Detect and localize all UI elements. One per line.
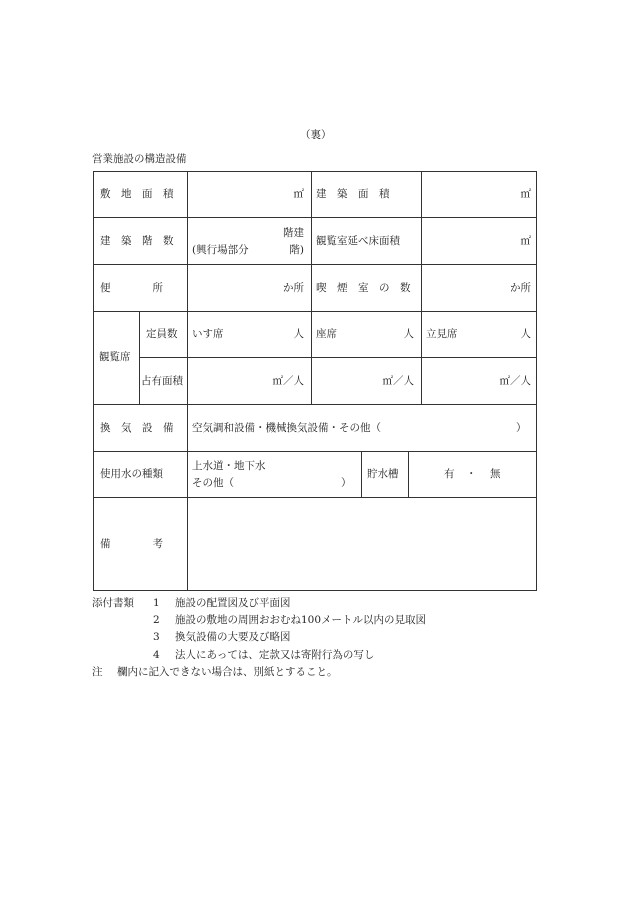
standing-area-unit: ㎡／人 [499,375,531,387]
standing-unit: 人 [520,328,531,340]
theater-floors [192,245,304,256]
floors-label: 建 築 階 数 [100,235,174,247]
site-area-unit: ㎡ [293,188,304,200]
theater-floors-label: (興行場部分 [192,244,249,256]
attachment-text-1: 施設の配置図及び平面図 [175,597,291,609]
chair-seat-label: いす席 [192,328,224,340]
attachment-num-1: 1 [153,597,160,609]
smoking-rooms-unit: か所 [510,282,531,294]
seat-label: 座席 [316,328,337,340]
site-area-label: 敷 地 面 積 [100,188,174,200]
attachment-text-4: 法人にあっては、定款又は寄附行為の写し [175,649,375,661]
ventilation-label: 換 気 設 備 [100,422,174,434]
remarks-label: 備 考 [100,538,163,550]
section-heading: 営業施設の構造設備 [92,153,187,165]
theater-floors-unit: 階) [289,244,304,256]
tank-yes: 有 [444,468,455,480]
tank-no: 無 [490,468,501,480]
viewing-floor-area-unit: ㎡ [520,235,531,247]
water-other: その他（ [192,477,234,489]
water-other-close: ） [341,477,352,489]
building-area-unit: ㎡ [520,188,531,200]
floors-unit: 階建 [283,227,304,239]
tank-label: 貯水槽 [367,468,399,480]
seats-label: 観覧席 [99,351,131,363]
ventilation-close: ） [516,422,527,434]
standing-label: 立見席 [426,328,458,340]
note-label: 注 [92,666,103,678]
page-label: （裏） [300,129,332,141]
attachment-num-4: 4 [153,649,160,661]
water-source-options: 上水道・地下水 [192,460,266,472]
capacity-label: 定員数 [146,328,178,340]
seat-unit: 人 [403,328,414,340]
toilets-unit: か所 [283,282,304,294]
chair-seat-unit: 人 [293,328,304,340]
water-type-label: 使用水の種類 [100,468,163,480]
building-area-label: 建 築 面 積 [316,188,390,200]
seat-area-unit: ㎡／人 [382,375,414,387]
attachment-text-2: 施設の敷地の周囲おおむね100メートル以内の見取図 [175,614,427,626]
smoking-rooms-label: 喫 煙 室 の 数 [316,282,411,294]
tank-dot: ・ [466,468,477,480]
note-text: 欄内に記入できない場合は、別紙とすること。 [117,666,338,678]
attachments-label: 添付書類 [92,597,134,609]
chair-area-unit: ㎡／人 [272,375,304,387]
attachment-num-2: 2 [153,614,160,626]
attachment-text-3: 換気設備の大要及び略図 [175,631,291,643]
viewing-floor-area-label: 観覧室延べ床面積 [316,235,400,247]
toilets-label: 便 所 [100,282,163,294]
occupied-area-label: 占有面積 [141,375,183,387]
ventilation-options: 空気調和設備・機械換気設備・その他（ [192,422,381,434]
attachment-num-3: 3 [153,631,160,643]
